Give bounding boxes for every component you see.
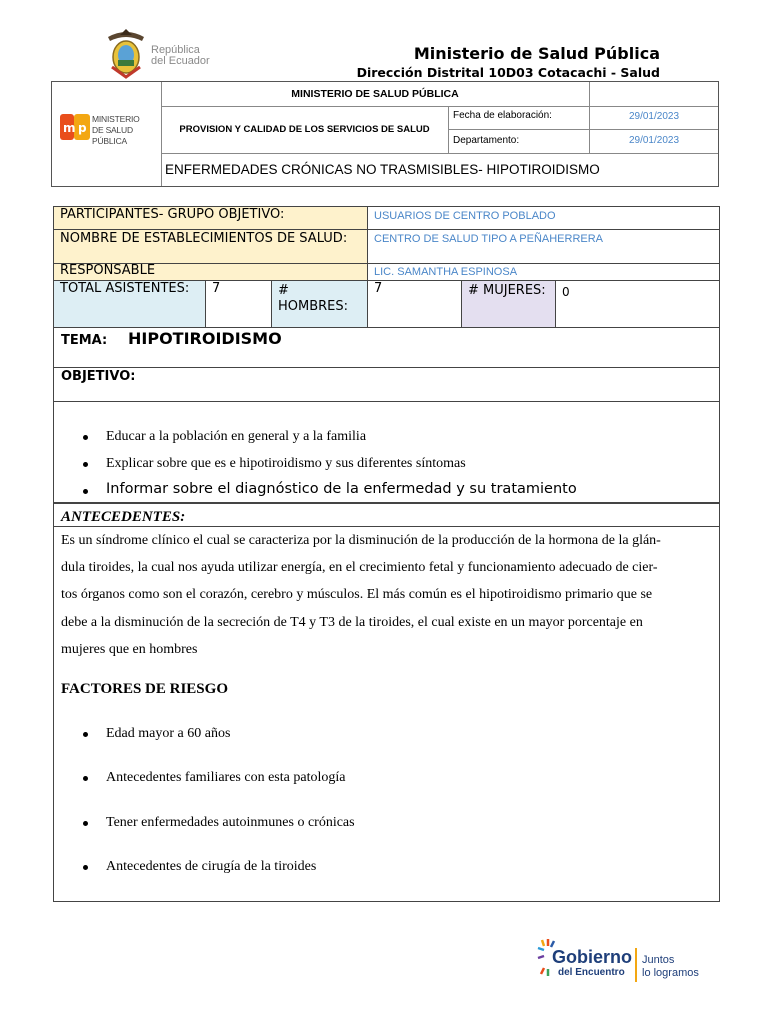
mujeres-value: 0 bbox=[562, 285, 570, 299]
establecimiento-row bbox=[54, 230, 719, 264]
republica-ecuador-text bbox=[151, 45, 210, 67]
bullet-icon bbox=[83, 489, 88, 494]
departamento-value: 29/01/2023 bbox=[590, 130, 718, 154]
antecedentes-line: mujeres que en hombres bbox=[61, 641, 198, 657]
objetivo-row bbox=[54, 368, 719, 402]
antecedentes-line: debe a la disminución de la secreción de T4 y T3 de la tiroides, el cual existe en un mayor porcentaje en bbox=[61, 614, 643, 630]
responsable-label: RESPONSABLE bbox=[54, 264, 368, 280]
factores-label: FACTORES DE RIESGO bbox=[61, 681, 228, 697]
responsable-row bbox=[54, 264, 719, 281]
antecedentes-heading-row bbox=[54, 509, 719, 527]
gobierno-del-encuentro-logo bbox=[536, 936, 706, 986]
participantes-label: PARTICIPANTES- GRUPO OBJETIVO: bbox=[54, 207, 368, 229]
total-asistentes-label: TOTAL ASISTENTES: bbox=[54, 281, 206, 327]
ecuador-coat-of-arms-icon bbox=[104, 27, 148, 79]
fecha-label: Fecha de elaboración: bbox=[449, 107, 590, 130]
svg-text:p: p bbox=[78, 121, 87, 135]
divider bbox=[635, 948, 637, 982]
bullet-icon bbox=[83, 462, 88, 467]
form-title: MINISTERIO DE SALUD PÚBLICA bbox=[161, 82, 590, 107]
juntos-line: Juntos bbox=[642, 954, 675, 966]
factor-item-text: Edad mayor a 60 años bbox=[106, 726, 231, 741]
objetivo-item-text: Educar a la población en general y a la familia bbox=[106, 429, 367, 444]
bullet-icon bbox=[83, 821, 88, 826]
del-encuentro-text: del Encuentro bbox=[558, 967, 625, 978]
bullet-icon bbox=[83, 776, 88, 781]
svg-text:m: m bbox=[63, 121, 76, 135]
bullet-icon bbox=[83, 865, 88, 870]
msp-logo-line2: DE SALUD PÚBLICA bbox=[92, 125, 133, 146]
objetivo-item-text: Informar sobre el diagnóstico de la enfermedad y su tratamiento bbox=[106, 481, 577, 497]
bullet-icon bbox=[83, 732, 88, 737]
objetivo-item-text: Explicar sobre que es e hipotiroidismo y sus diferentes síntomas bbox=[106, 456, 466, 471]
mujeres-label: # MUJERES: bbox=[462, 281, 556, 327]
factor-item-text: Antecedentes de cirugía de la tiroides bbox=[106, 859, 317, 874]
antecedentes-line: Es un síndrome clínico el cual se caracteriza por la disminución de la producción de la hormona de la glán- bbox=[61, 533, 661, 548]
fecha-value: 29/01/2023 bbox=[590, 107, 718, 130]
objetivo-list-row bbox=[54, 402, 719, 503]
msp-logo-icon bbox=[60, 114, 90, 140]
antecedentes-label: ANTECEDENTES: bbox=[61, 509, 186, 525]
departamento-label: Departamento: bbox=[449, 130, 590, 154]
ministry-title: Ministerio de Salud Pública bbox=[413, 44, 660, 63]
tema-row bbox=[54, 328, 719, 368]
form-subtitle: PROVISION Y CALIDAD DE LOS SERVICIOS DE SALUD bbox=[161, 107, 449, 154]
factor-item-text: Tener enfermedades autoinmunes o crónicas bbox=[106, 815, 355, 830]
bullet-icon bbox=[83, 435, 88, 440]
antecedentes-body bbox=[61, 527, 713, 663]
establecimiento-label: NOMBRE DE ESTABLECIMIENTOS DE SALUD: bbox=[54, 230, 368, 263]
total-asistentes-value: 7 bbox=[206, 281, 272, 327]
msp-logo-cell bbox=[52, 82, 162, 186]
participantes-value: USUARIOS DE CENTRO POBLADO bbox=[374, 210, 556, 222]
tema-label: TEMA: bbox=[61, 333, 108, 348]
msp-logo bbox=[60, 112, 158, 146]
tema-value: HIPOTIROIDISMO bbox=[128, 329, 282, 348]
antecedentes-line: dula tiroides, la cual nos ayuda utilizar energía, en el crecimiento fetal y funcionamiento adecuado de cier- bbox=[61, 560, 658, 576]
msp-logo-line1: MINISTERIO bbox=[92, 114, 140, 124]
juntos-text bbox=[642, 954, 699, 980]
responsable-value: LIC. SAMANTHA ESPINOSA bbox=[374, 266, 518, 278]
gobierno-text: Gobierno bbox=[552, 947, 632, 967]
hombres-label: # HOMBRES: bbox=[272, 281, 368, 327]
totals-row bbox=[54, 281, 719, 328]
activity-table bbox=[53, 206, 720, 902]
lo-logramos-line: lo logramos bbox=[642, 967, 699, 979]
participantes-row bbox=[54, 207, 719, 230]
hombres-value: 7 bbox=[368, 281, 462, 327]
district-subtitle: Dirección Distrital 10D03 Cotacachi - Salud bbox=[356, 65, 660, 80]
divider bbox=[54, 503, 719, 504]
topic-title: ENFERMEDADES CRÓNICAS NO TRASMISIBLES- HIPOTIROIDISMO bbox=[165, 162, 600, 177]
objetivo-label: OBJETIVO: bbox=[61, 369, 136, 384]
republica-line2: del Ecuador bbox=[151, 55, 210, 67]
factor-item-text: Antecedentes familiares con esta patología bbox=[106, 770, 346, 785]
establecimiento-value: CENTRO DE SALUD TIPO A PEÑAHERRERA bbox=[374, 233, 604, 245]
republica-line1: República bbox=[151, 44, 200, 56]
form-header-table bbox=[51, 81, 719, 187]
empty-header-cell bbox=[590, 82, 718, 107]
antecedentes-line: tos órganos como son el corazón, cerebro y músculos. El más común es el hipotiroidismo primario que se bbox=[61, 587, 653, 603]
